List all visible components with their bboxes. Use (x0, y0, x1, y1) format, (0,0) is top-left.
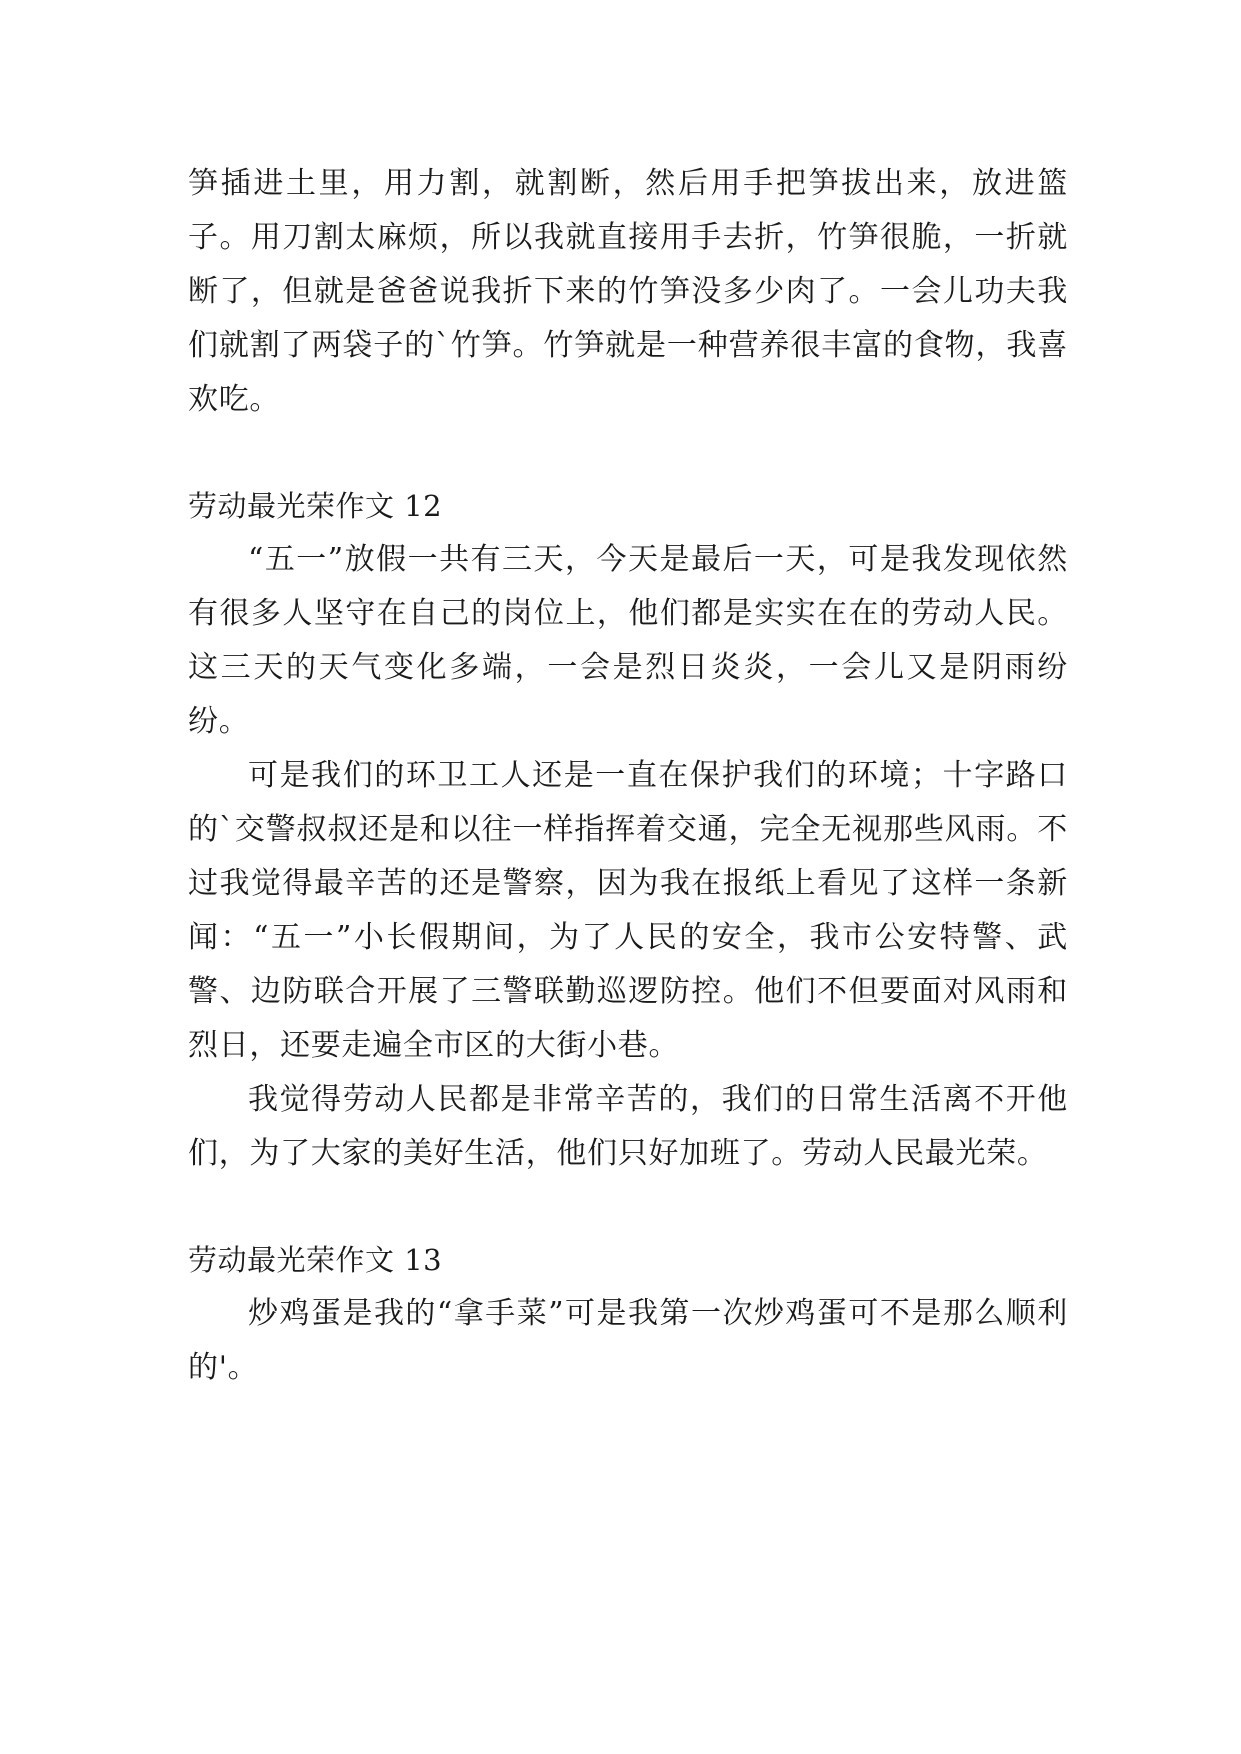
section-12-paragraph-1: “五一”放假一共有三天，今天是最后一天，可是我发现依然有很多人坚守在自己的岗位上，他们都是实实在在的劳动人民。这三天的天气变化多端，一会是烈日炎炎，一会儿又是阴雨纷纷。 (188, 542, 1068, 739)
section-gap (188, 1181, 1068, 1233)
section-gap (188, 427, 1068, 479)
section-12-paragraph-3: 我觉得劳动人民都是非常辛苦的，我们的日常生活离不开他们，为了大家的美好生活，他们只好加班了。劳动人民最光荣。 (188, 1082, 1068, 1171)
section-12-heading: 劳动最光荣作文 12 (188, 489, 443, 523)
section-13-heading: 劳动最光荣作文 13 (188, 1243, 443, 1277)
intro-paragraph: 笋插进土里，用力割，就割断，然后用手把笋拔出来，放进篮子。用刀割太麻烦，所以我就直接用手去折，竹笋很脆，一折就断了，但就是爸爸说我折下来的竹笋没多少肉了。一会儿功夫我们就割了两袋子的`竹笋。竹笋就是一种营养很丰富的食物，我喜欢吃。 (188, 166, 1068, 417)
section-12-paragraph-2: 可是我们的环卫工人还是一直在保护我们的环境；十字路口的`交警叔叔还是和以往一样指挥着交通，完全无视那些风雨。不过我觉得最辛苦的还是警察，因为我在报纸上看见了这样一条新闻：“五一”小长假期间，为了人民的安全，我市公安特警、武警、边防联合开展了三警联勤巡逻防控。他们不但要面对风雨和烈日，还要走遍全市区的大街小巷。 (188, 758, 1068, 1063)
section-13-paragraph-1: 炒鸡蛋是我的“拿手菜”可是我第一次炒鸡蛋可不是那么顺利的'。 (188, 1296, 1068, 1385)
document-body (188, 157, 1068, 1395)
